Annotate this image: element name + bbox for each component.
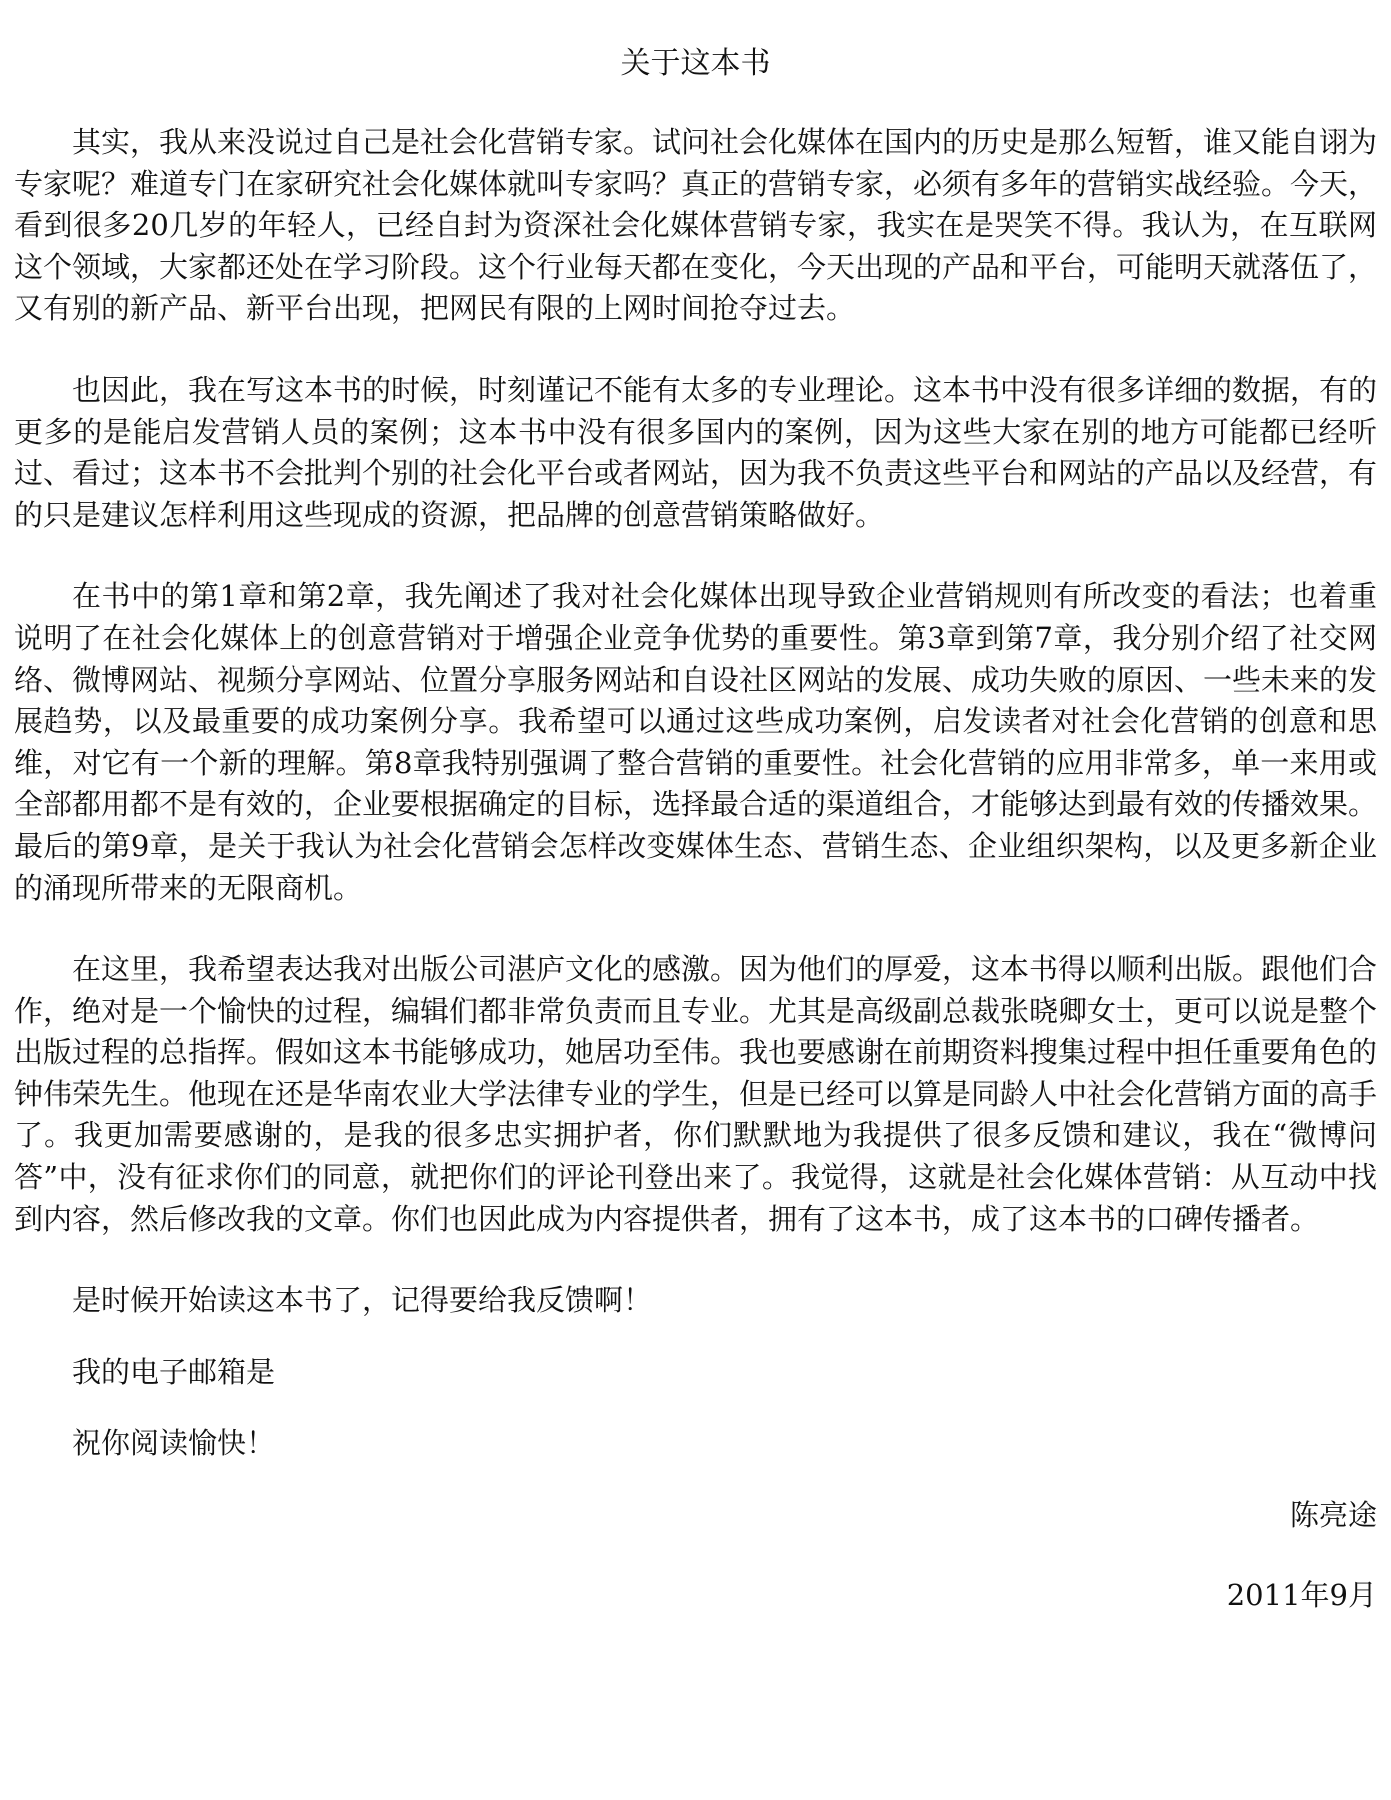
author-signature: 陈亮途 <box>1289 1498 1377 1533</box>
paragraph-chapters: 在书中的第1章和第2章，我先阐述了我对社会化媒体出现导致企业营销规则有所改变的看法；也着重说明了在社会化媒体上的创意营销对于增强企业竞争优势的重要性。第3章到第7章，我分别介绍了社交网络、微博网站、视频分享网站、位置分享服务网站和自设社区网站的发展、成功失败的原因、一些未来的发展趋势，以及最重要的成功案例分享。我希望可以通过这些成功案例，启发读者对社会化营销的创意和思维，对它有一个新的理解。第8章我特别强调了整合营销的重要性。社会化营销的应用非常多，单一来用或全部都用都不是有效的，企业要根据确定的目标，选择最合适的渠道组合，才能够达到最有效的传播效果。最后的第9章，是关于我认为社会化营销会怎样改变媒体生态、营销生态、企业组织架构，以及更多新企业的涌现所带来的无限商机。 <box>14 579 1378 905</box>
page-title: 关于这本书 <box>620 46 771 81</box>
paragraph-thanks: 在这里，我希望表达我对出版公司湛庐文化的感激。因为他们的厚爱，这本书得以顺利出版。跟他们合作，绝对是一个愉快的过程，编辑们都非常负责而且专业。尤其是高级副总裁张晓卿女士，更可以说是整个出版过程的总指挥。假如这本书能够成功，她居功至伟。我也要感谢在前期资料搜集过程中担任重要角色的钟伟荣先生。他现在还是华南农业大学法律专业的学生，但是已经可以算是同龄人中社会化营销方面的高手了。我更加需要感谢的，是我的很多忠实拥护者，你们默默地为我提供了很多反馈和建议，我在“微博问答”中，没有征求你们的同意，就把你们的评论刊登出来了。我觉得，这就是社会化媒体营销：从互动中找到内容，然后修改我的文章。你们也因此成为内容提供者，拥有了这本书，成了这本书的口碑传播者。 <box>14 952 1378 1236</box>
closing-line-start-reading: 是时候开始读这本书了，记得要给我反馈啊！ <box>72 1283 653 1318</box>
closing-line-wishes: 祝你阅读愉快！ <box>72 1426 276 1461</box>
closing-line-email: 我的电子邮箱是 <box>72 1354 276 1389</box>
paragraph-intro: 其实，我从来没说过自己是社会化营销专家。试问社会化媒体在国内的历史是那么短暂，谁又能自诩为专家呢？难道专门在家研究社会化媒体就叫专家吗？真正的营销专家，必须有多年的营销实战经验。今天，看到很多20几岁的年轻人，已经自封为资深社会化媒体营销专家，我实在是哭笑不得。我认为，在互联网这个领域，大家都还处在学习阶段。这个行业每天都在变化，今天出现的产品和平台，可能明天就落伍了，又有别的新产品、新平台出现，把网民有限的上网时间抢夺过去。 <box>14 125 1378 326</box>
signature-date: 2011年9月 <box>1226 1577 1377 1612</box>
paragraph-approach: 也因此，我在写这本书的时候，时刻谨记不能有太多的专业理论。这本书中没有很多详细的数据，有的更多的是能启发营销人员的案例；这本书中没有很多国内的案例，因为这些大家在别的地方可能都已经听过、看过；这本书不会批判个别的社会化平台或者网站，因为我不负责这些平台和网站的产品以及经营，有的只是建议怎样利用这些现成的资源，把品牌的创意营销策略做好。 <box>14 372 1378 532</box>
